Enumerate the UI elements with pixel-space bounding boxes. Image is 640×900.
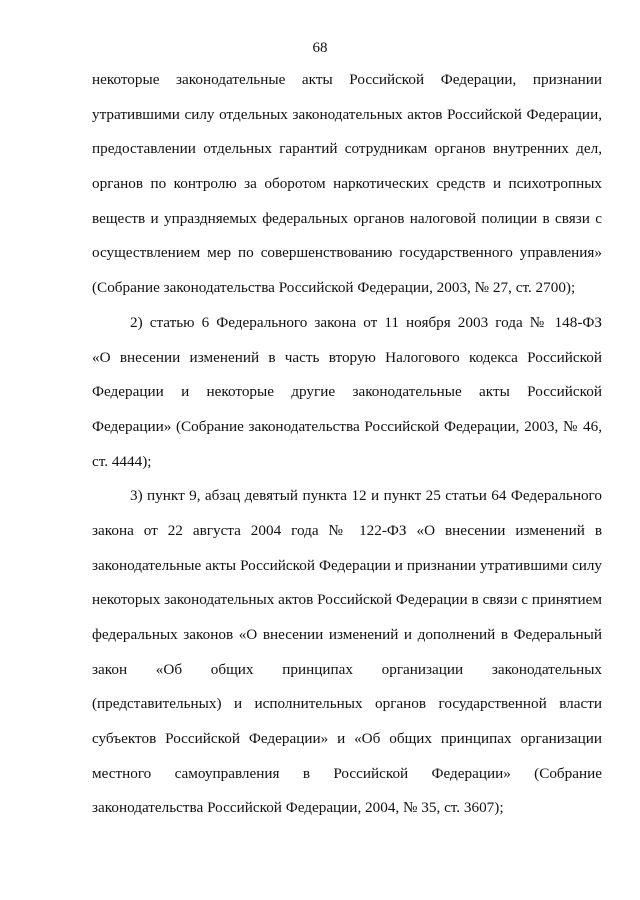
text-line: некоторых законодательных актов Российской Федерации в связи с принятием	[92, 591, 602, 609]
body-text	[92, 70, 602, 833]
text-line: предоставлении отдельных гарантий сотрудникам органов внутренних дел,	[92, 140, 602, 158]
text-line: «О внесении изменений в часть вторую Налогового кодекса Российской	[92, 348, 602, 366]
text-line: утратившими силу отдельных законодательных актов Российской Федерации,	[92, 105, 602, 123]
text-line: веществ и упраздняемых федеральных органов налоговой полиции в связи с	[92, 209, 602, 227]
text-line: местного самоуправления в Российской Федерации» (Собрание	[92, 764, 602, 782]
text-line: (представительных) и исполнительных органов государственной власти	[92, 695, 602, 713]
text-line: законодательные акты Российской Федерации и признании утратившими силу	[92, 556, 602, 574]
text-line: 2) статью 6 Федерального закона от 11 ноября 2003 года № 148-ФЗ	[130, 313, 602, 331]
text-line: (Собрание законодательства Российской Федерации, 2003, № 27, ст. 2700);	[92, 279, 576, 297]
text-line: закона от 22 августа 2004 года № 122-ФЗ «О внесении изменений в	[92, 521, 602, 539]
text-line: 3) пункт 9, абзац девятый пункта 12 и пункт 25 статьи 64 Федерального	[130, 487, 602, 505]
text-line: законодательства Российской Федерации, 2004, № 35, ст. 3607);	[92, 799, 504, 817]
text-line: некоторые законодательные акты Российской Федерации, признании	[92, 71, 602, 88]
text-line: Федерации и некоторые другие законодательные акты Российской	[92, 383, 602, 401]
text-line: Федерации» (Собрание законодательства Российской Федерации, 2003, № 46,	[92, 417, 602, 435]
page-number: 68	[312, 40, 328, 56]
text-line: субъектов Российской Федерации» и «Об общих принципах организации	[92, 730, 602, 748]
text-line: ст. 4444);	[92, 452, 152, 470]
text-line: федеральных законов «О внесении изменений и дополнений в Федеральный	[92, 626, 602, 643]
text-line: органов по контролю за оборотом наркотических средств и психотропных	[92, 175, 602, 193]
text-line: осуществлением мер по совершенствованию государственного управления»	[92, 244, 602, 262]
text-line: закон «Об общих принципах организации законодательных	[92, 660, 602, 678]
